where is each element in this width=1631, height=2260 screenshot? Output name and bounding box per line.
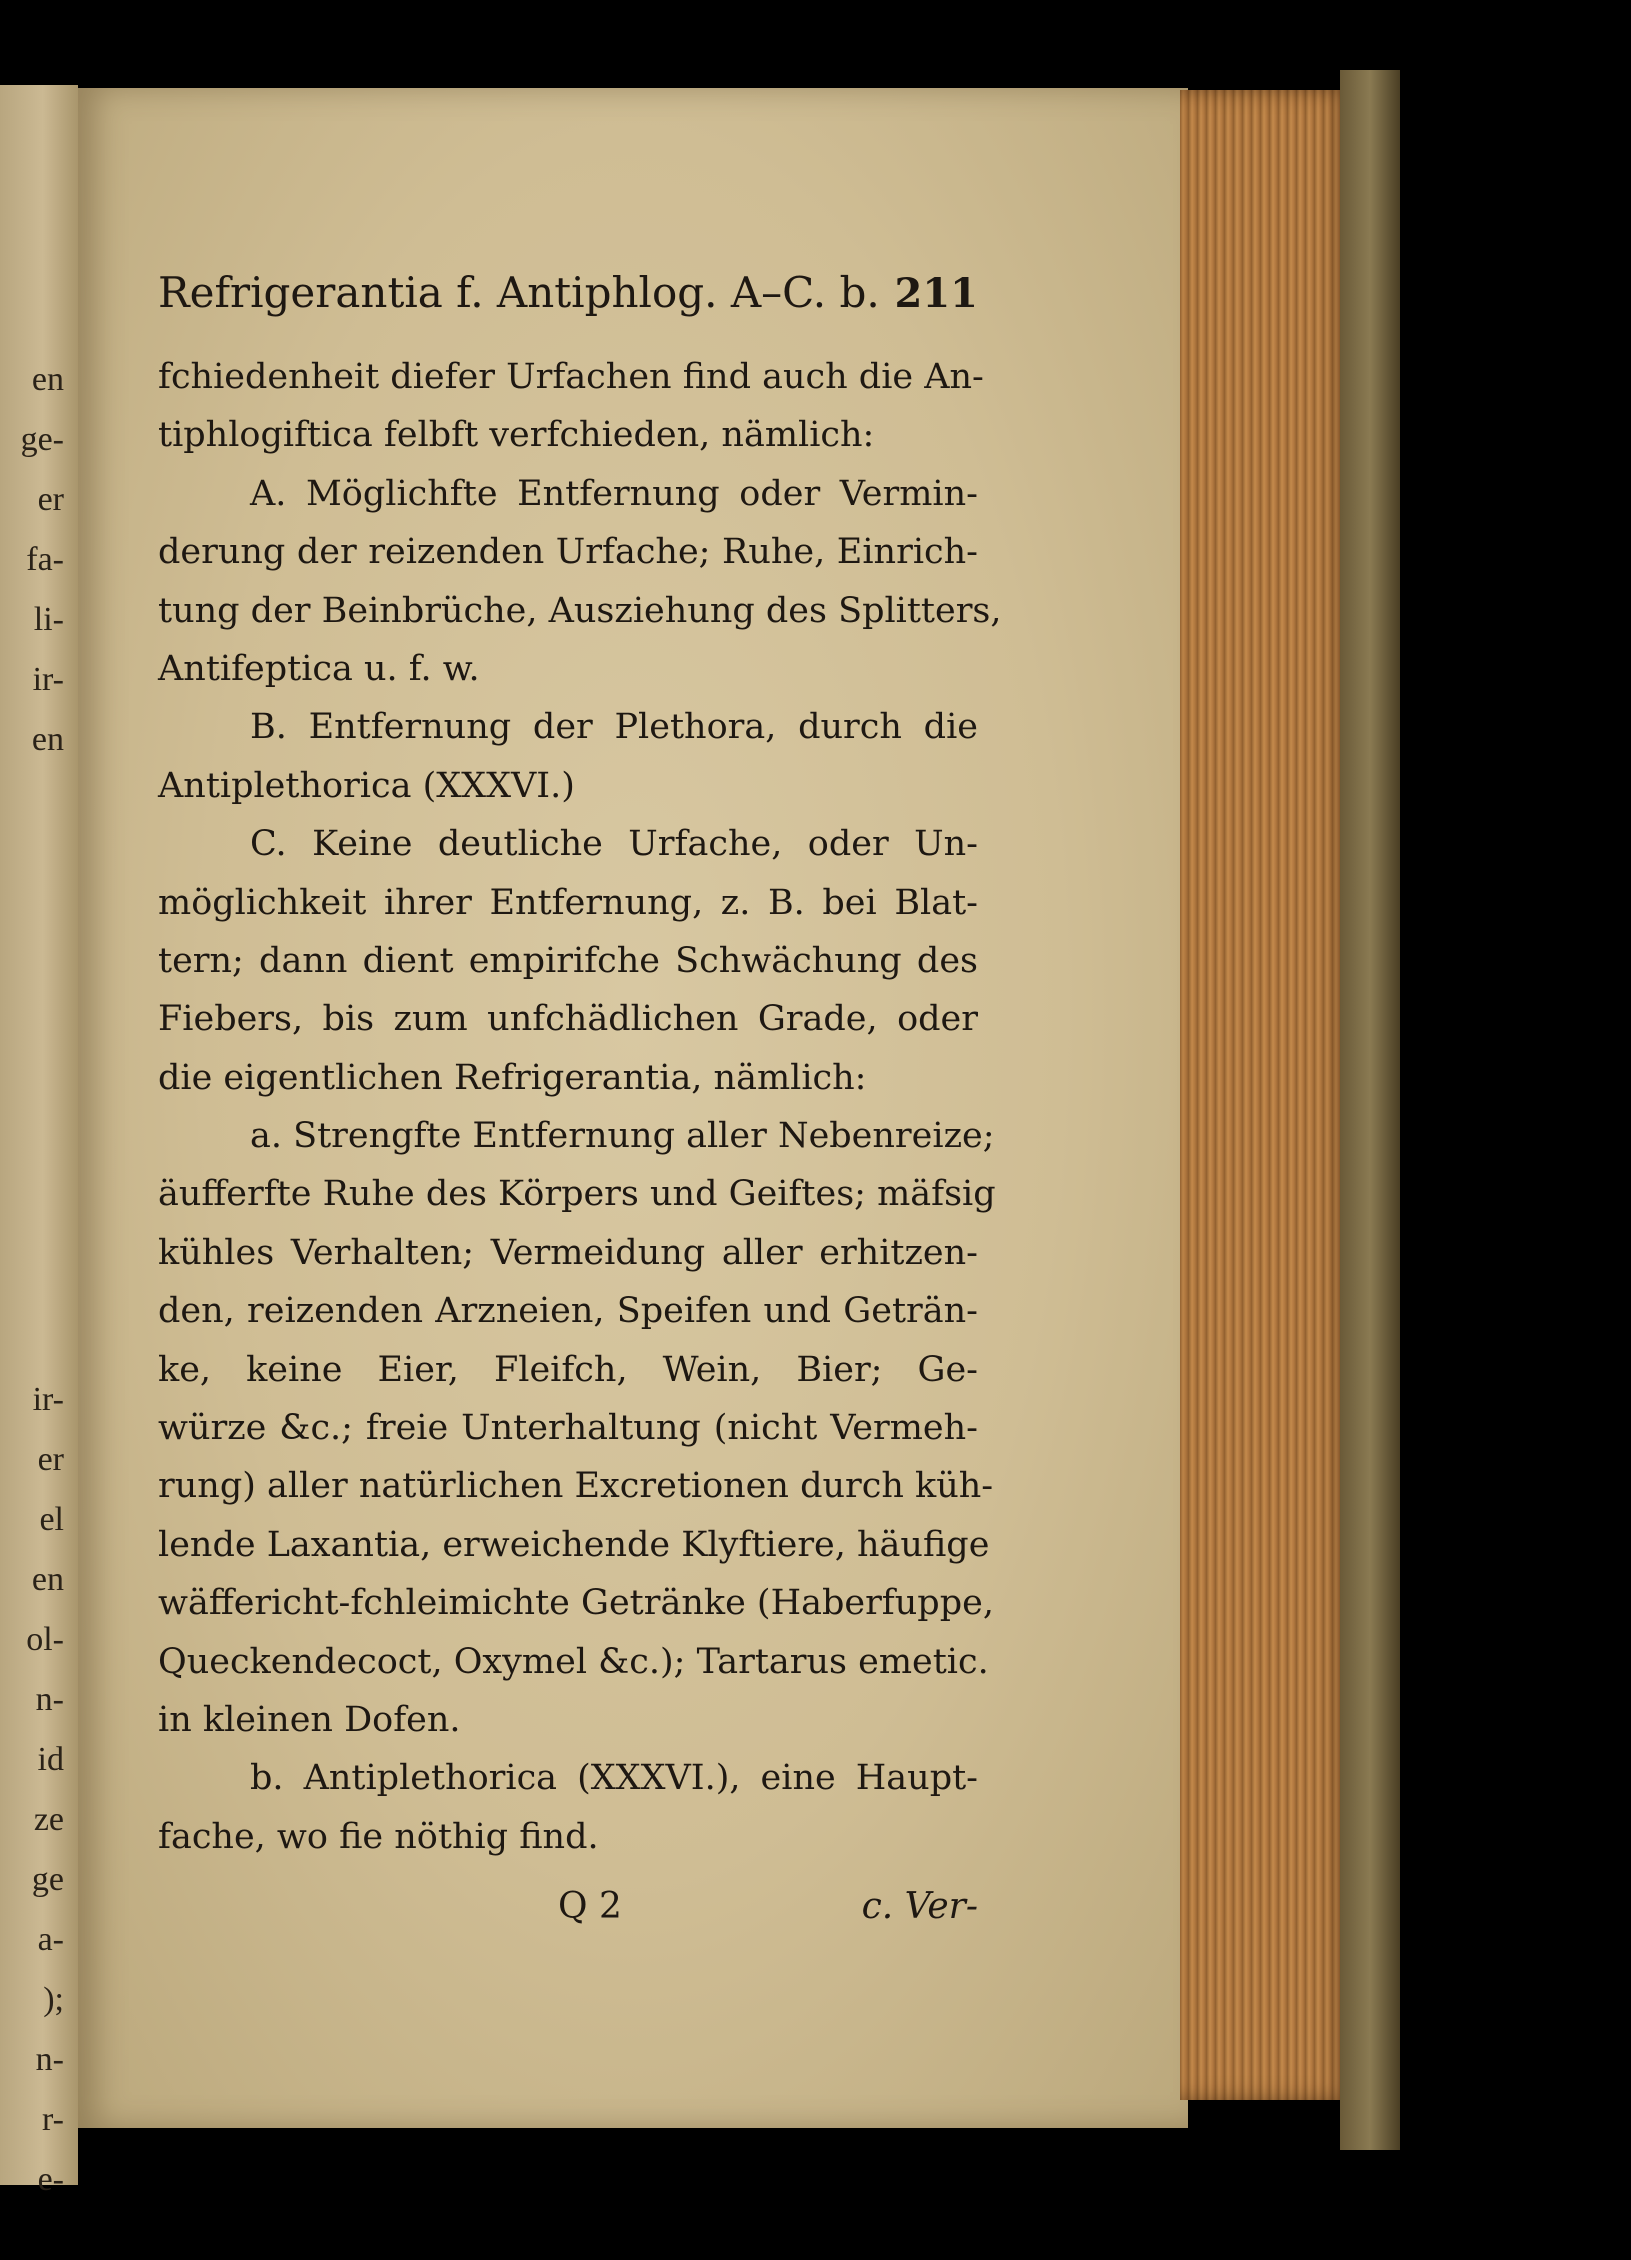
text-line: fchiedenheit diefer Urfachen find auch die An- (158, 357, 984, 397)
page-fore-edge (1180, 90, 1350, 2100)
previous-page-fragment (0, 830, 70, 890)
page-text-block (158, 268, 1002, 1936)
previous-page-fragment: el (39, 1501, 64, 1538)
text-line: rung) aller natürlichen Excretionen durch küh- (158, 1466, 994, 1507)
text-line: derung der reizenden Urfache; Ruhe, Einrich- (158, 532, 978, 573)
text-line: den, reizenden Arzneien, Speifen und Geträn- (158, 1291, 978, 1332)
text-line: Fiebers, bis zum unfchädlichen Grade, oder (158, 999, 978, 1040)
text-line: kühles Verhalten; Vermeidung aller erhitzen- (158, 1232, 978, 1273)
text-line: möglichkeit ihrer Entfernung, z. B. bei Blat- (158, 882, 978, 923)
text-line: ke, keine Eier, Fleifch, Wein, Bier; Ge- (158, 1349, 978, 1390)
previous-page-fragment: ol- (26, 1621, 64, 1658)
text-line: tiphlogiftica felbft verfchieden, nämlich: (158, 415, 875, 456)
previous-page-fragment: en (31, 361, 64, 398)
text-line: in kleinen Dofen. (158, 1699, 461, 1740)
previous-page-fragment: a- (37, 1921, 64, 1958)
previous-page-fragment: er (37, 1441, 64, 1478)
previous-page-fragment (0, 950, 70, 1010)
previous-page-fragment: n- (35, 2041, 64, 2078)
previous-page-fragment (0, 1010, 70, 1070)
previous-page-fragment (0, 1130, 70, 1190)
previous-page-fragment: n- (35, 1681, 64, 1718)
previous-page-fragment (0, 890, 70, 950)
text-line: B. Entfernung der Plethora, durch die (250, 707, 978, 748)
text-line: äufferfte Ruhe des Körpers und Geiftes; mäfsig (158, 1174, 996, 1215)
previous-page-fragment (0, 1250, 70, 1310)
previous-page-fragment: ge- (20, 421, 64, 458)
previous-page-fragment: er (37, 481, 64, 518)
text-line: b. Antiplethorica (XXXVI.), eine Haupt- (250, 1758, 978, 1799)
catchword: c. Ver- (861, 1886, 978, 1928)
book-cover-edge (1340, 70, 1400, 2150)
text-line: wäffericht-fchleimichte Getränke (Haberfuppe, (158, 1583, 994, 1624)
text-line: tung der Beinbrüche, Ausziehung des Splitters, (158, 590, 1002, 631)
body-text (158, 348, 1002, 1866)
previous-page-fragment: id (37, 1741, 64, 1778)
previous-page-fragment: ze (33, 1801, 64, 1838)
page-number: 211 (894, 270, 978, 317)
text-line: tern; dann dient empirifche Schwächung des (158, 940, 978, 981)
previous-page-fragment: en (31, 1561, 64, 1598)
previous-page-fragment: en (31, 721, 64, 758)
previous-page-fragment (0, 1070, 70, 1130)
text-line: lende Laxantia, erweichende Klyftiere, häufige (158, 1524, 990, 1565)
text-line: würze &c.; freie Unterhaltung (nicht Vermeh- (158, 1408, 978, 1449)
previous-page-fragment: fa- (26, 541, 64, 578)
text-line: a. Strengfte Entfernung aller Nebenreize; (250, 1116, 995, 1157)
text-line: Queckendecoct, Oxymel &c.); Tartarus emetic. (158, 1641, 989, 1682)
text-line: Antiplethorica (XXXVI.) (158, 765, 575, 806)
previous-page-fragment: ); (43, 1981, 64, 2018)
text-line: C. Keine deutliche Urfache, oder Un- (250, 824, 978, 865)
text-line: die eigentlichen Refrigerantia, nämlich: (158, 1057, 867, 1098)
previous-page-fragment: ge (31, 1861, 64, 1898)
previous-page-fragment: ir- (32, 661, 64, 698)
running-title: Refrigerantia f. Antiphlog. A–C. b. (158, 268, 880, 317)
previous-page-fragment: e- (37, 2161, 64, 2198)
text-line: A. Möglichfte Entfernung oder Vermin- (250, 473, 978, 514)
previous-page-fragment: li- (33, 601, 64, 638)
previous-page-fragment: ir- (32, 1381, 64, 1418)
signature-mark: Q 2 (558, 1886, 622, 1928)
previous-page-fragment (0, 1190, 70, 1250)
previous-page-fragments (0, 350, 70, 2210)
page-footer (158, 1878, 978, 1936)
running-header (158, 268, 978, 330)
previous-page-fragment: r- (42, 2101, 64, 2138)
text-line: Antifeptica u. f. w. (158, 648, 480, 689)
previous-page-fragment (0, 1310, 70, 1370)
text-line: fache, wo fie nöthig find. (158, 1816, 599, 1857)
previous-page-fragment (0, 770, 70, 830)
